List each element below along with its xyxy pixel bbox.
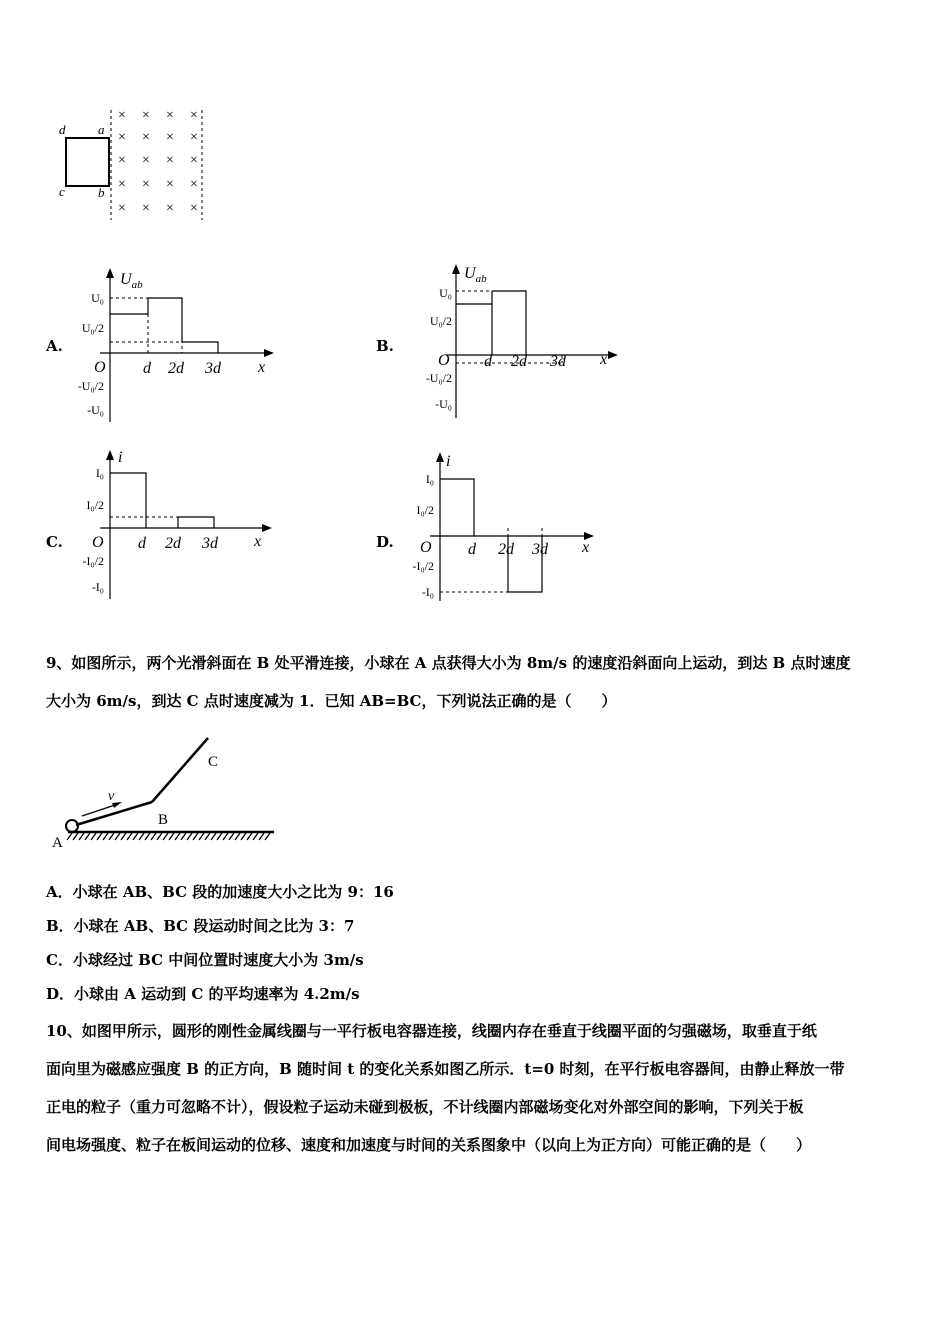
hatch-line	[103, 833, 108, 840]
tick-neg-i0: -I₀	[421, 585, 434, 599]
tick-2d: 2d	[165, 535, 181, 552]
tick-i0-half: I₀/2	[86, 498, 104, 512]
y-axis-arrow	[436, 452, 444, 462]
graph-b	[400, 258, 630, 428]
curve-d-positive	[440, 479, 474, 536]
tick-neg-i0-half: -I₀/2	[82, 554, 104, 568]
hatch-line	[91, 833, 96, 840]
q9-choices	[46, 875, 906, 1011]
label-a: a	[98, 122, 105, 137]
curve-b-part1	[456, 304, 492, 355]
q9-text	[46, 644, 926, 720]
square-loop	[66, 138, 109, 186]
ball	[66, 820, 78, 832]
origin: O	[420, 539, 432, 556]
label-B: B	[158, 812, 169, 828]
hatch-line	[253, 833, 258, 840]
tick-d: d	[143, 360, 151, 377]
hatch-line	[175, 833, 180, 840]
label-b: b	[98, 185, 105, 200]
field-cross: ×	[142, 153, 150, 168]
field-cross: ×	[190, 108, 198, 123]
option-c-label: C.	[46, 533, 63, 551]
q9-line1: 9、如图所示，两个光滑斜面在 B 处平滑连接，小球在 A 点获得大小为 8m/s 的速度沿斜面向上运动，到达 B 点时速度	[46, 654, 851, 672]
tick-i0: I₀	[95, 466, 104, 480]
x-label: x	[600, 351, 608, 368]
tick-2d: 2d	[168, 360, 184, 377]
tick-2d: 2d	[511, 353, 527, 370]
hatch-line	[139, 833, 144, 840]
tick-u0-half: U₀/2	[81, 321, 104, 335]
tick-neg-i0: -I₀	[91, 580, 104, 594]
curve-b-part2	[492, 291, 526, 355]
origin: O	[92, 534, 104, 551]
hatch-line	[217, 833, 222, 840]
hatch-line	[181, 833, 186, 840]
hatch-line	[205, 833, 210, 840]
label-A: A	[52, 835, 63, 851]
loop-field-figure	[50, 100, 220, 230]
hatch-line	[97, 833, 102, 840]
field-cross: ×	[190, 130, 198, 145]
curve-c-part1	[110, 473, 146, 528]
hatch-line	[199, 833, 204, 840]
hatch-line	[115, 833, 120, 840]
incline-bc	[152, 738, 208, 802]
field-cross: ×	[166, 153, 174, 168]
field-cross: ×	[118, 108, 126, 123]
field-cross: ×	[166, 130, 174, 145]
q10-text	[46, 1012, 926, 1164]
field-cross: ×	[142, 177, 150, 192]
tick-neg-u0: -U₀	[435, 397, 452, 411]
field-cross: ×	[142, 108, 150, 123]
tick-neg-u0-half: -U₀/2	[425, 371, 452, 385]
y-label: i	[446, 453, 451, 470]
field-cross: ×	[166, 108, 174, 123]
tick-3d: 3d	[205, 360, 221, 377]
q10-line2: 面向里为磁感应强度 B 的正方向，B 随时间 t 的变化关系如图乙所示．t=0 时刻，在平行板电容器间，由静止释放一带	[46, 1060, 845, 1078]
hatch-line	[247, 833, 252, 840]
tick-d: d	[138, 535, 146, 552]
field-cross: ×	[118, 177, 126, 192]
field-cross: ×	[118, 201, 126, 216]
label-C: C	[208, 754, 219, 770]
field-cross: ×	[190, 153, 198, 168]
hatch-line	[109, 833, 114, 840]
tick-u0: U₀	[91, 291, 104, 305]
y-label: $U_{ab}$	[464, 265, 487, 285]
q9-choice-c[interactable]: C．小球经过 BC 中间位置时速度大小为 3m/s	[46, 951, 364, 969]
y-label: i	[118, 449, 123, 466]
hatch-line	[151, 833, 156, 840]
hatch-line	[235, 833, 240, 840]
field-cross: ×	[142, 130, 150, 145]
hatch-line	[223, 833, 228, 840]
graph-a	[60, 262, 290, 432]
hatch-line	[265, 833, 270, 840]
q9-choice-a[interactable]: A．小球在 AB、BC 段的加速度大小之比为 9：16	[46, 883, 394, 901]
q10-line1: 10、如图甲所示，圆形的刚性金属线圈与一平行板电容器连接，线圈内存在垂直于线圈平面的匀强磁场，取垂直于纸	[46, 1022, 817, 1040]
hatch-line	[187, 833, 192, 840]
tick-2d: 2d	[498, 541, 514, 558]
x-axis-arrow	[264, 349, 274, 357]
tick-3d: 3d	[532, 541, 548, 558]
hatch-line	[259, 833, 264, 840]
q9-line2: 大小为 6m/s，到达 C 点时速度减为 1．已知 AB=BC，下列说法正确的是（ ）	[46, 692, 617, 710]
hatch-line	[73, 833, 78, 840]
tick-neg-u0-half: -U₀/2	[77, 379, 104, 393]
graph-d	[400, 446, 630, 606]
field-cross: ×	[142, 201, 150, 216]
y-axis-arrow	[106, 450, 114, 460]
x-axis-arrow	[262, 524, 272, 532]
tick-neg-u0: -U₀	[87, 403, 104, 417]
hatch-line	[211, 833, 216, 840]
magnetic-field-crosses	[118, 108, 198, 216]
hatch-line	[121, 833, 126, 840]
tick-3d: 3d	[550, 353, 566, 370]
y-axis-arrow	[452, 264, 460, 274]
option-a-label: A.	[46, 337, 63, 355]
q9-choice-d[interactable]: D．小球由 A 运动到 C 的平均速率为 4.2m/s	[46, 985, 360, 1003]
field-cross: ×	[166, 201, 174, 216]
option-d-label: D.	[376, 533, 394, 551]
ground-hatching	[67, 833, 270, 840]
option-b-label: B.	[376, 337, 394, 355]
graph-c	[60, 444, 290, 604]
hatch-line	[145, 833, 150, 840]
hatch-line	[193, 833, 198, 840]
label-d: d	[59, 122, 66, 137]
x-label: x	[582, 539, 590, 556]
tick-u0: U₀	[439, 286, 452, 300]
x-label: x	[254, 533, 262, 550]
q10-line3: 正电的粒子（重力可忽略不计），假设粒子运动未碰到极板，不计线圈内部磁场变化对外部空间的影响，下列关于板	[46, 1098, 804, 1116]
q10-line4: 间电场强度、粒子在板间运动的位移、速度和加速度与时间的关系图象中（以向上为正方向）可能正确的是（ ）	[46, 1136, 812, 1154]
curve-a	[110, 298, 218, 353]
origin: O	[438, 352, 450, 369]
hatch-line	[229, 833, 234, 840]
hatch-line	[163, 833, 168, 840]
label-c: c	[59, 184, 65, 199]
tick-3d: 3d	[202, 535, 218, 552]
tick-i0: I₀	[425, 472, 434, 486]
y-label: $U_{ab}$	[120, 271, 143, 291]
field-cross: ×	[118, 130, 126, 145]
hatch-line	[169, 833, 174, 840]
label-v: v	[108, 789, 115, 804]
hatch-line	[79, 833, 84, 840]
y-axis-arrow	[106, 268, 114, 278]
hatch-line	[67, 833, 72, 840]
hatch-line	[241, 833, 246, 840]
x-axis-arrow	[608, 351, 618, 359]
q9-choice-b[interactable]: B．小球在 AB、BC 段运动时间之比为 3：7	[46, 917, 355, 935]
x-label: x	[258, 359, 266, 376]
tick-neg-i0-half: -I₀/2	[412, 559, 434, 573]
field-cross: ×	[190, 177, 198, 192]
tick-d: d	[468, 541, 476, 558]
curve-c-part2	[178, 517, 214, 528]
tick-d: d	[484, 353, 492, 370]
field-cross: ×	[166, 177, 174, 192]
hatch-line	[85, 833, 90, 840]
hatch-line	[157, 833, 162, 840]
origin: O	[94, 359, 106, 376]
hatch-line	[133, 833, 138, 840]
hatch-line	[127, 833, 132, 840]
tick-u0-half: U₀/2	[429, 314, 452, 328]
incline-figure	[46, 732, 286, 854]
field-cross: ×	[190, 201, 198, 216]
tick-i0-half: I₀/2	[416, 503, 434, 517]
field-cross: ×	[118, 153, 126, 168]
